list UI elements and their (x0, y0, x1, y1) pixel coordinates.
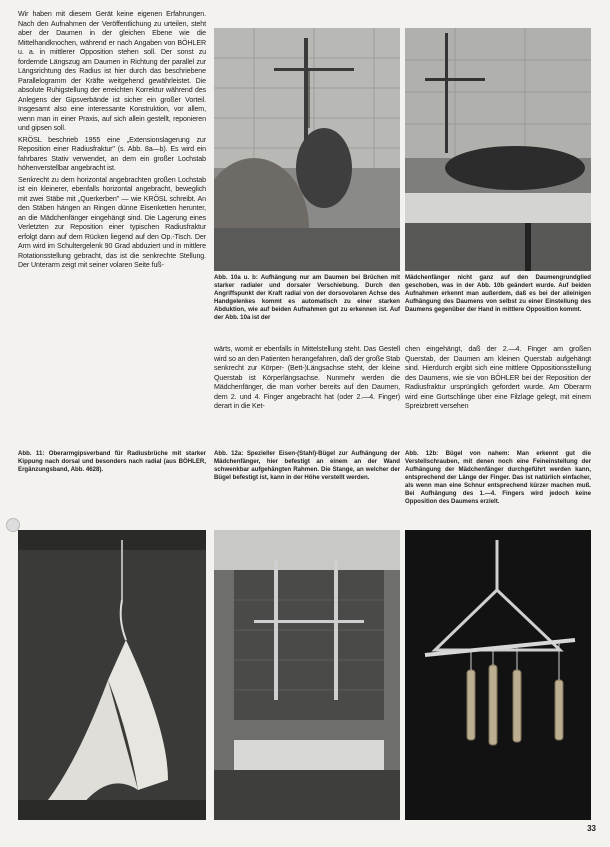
page-number: 33 (587, 824, 596, 833)
caption-fig-12a: Abb. 12a: Spezieller Eisen-(Stahl)-Bügel zur Aufhängung der Mädchenfänger, hier befestigt an einem an der Wand schwenkbar aufgehängten Rahmen. Die Stange, an welcher der Bügel befestigt ist, kann in der Höhe verstellt werden. (214, 450, 400, 481)
paragraph: Wir haben mit diesem Gerät keine eigenen Erfahrungen. Nach den Aufnahmen der Veröffentlichung zu urteilen, steht aber der Daumen in der gleichen Ebene wie die Mittelhandknochen, während er nach Angaben von BÖHLER u. a. in mittlerer Opposition stehen soll. Der sonst zu fordernde Längszug am Daumen in Richtung der parallel zur Längsrichtung des Radius ist hier durch das beschriebene Parallelogramm der Kräfte weitgehend gewährleistet. Die absolute Ruhigstellung der erreichten Korrektur während des Anlegens der Gipsverbände ist sicher ein großer Vorteil. Insgesamt also eine interessante Konstruktion, vor allem, wenn man in einer Praxis, auf sich allein gestellt, reponieren und gipsen soll. (18, 10, 206, 132)
photo-fig-10a (214, 28, 400, 271)
photo-fig-12b (405, 530, 591, 820)
photo-fig-11 (18, 530, 206, 820)
photo-fig-10b (405, 28, 591, 271)
caption-fig-11: Abb. 11: Oberarmgipsverband für Radiusbrüche mit starker Kippung nach dorsal und besonders nach radial (aus BÖHLER, Ergänzungsband, Abb. 4628). (18, 450, 206, 473)
paragraph: Senkrecht zu dem horizontal angebrachten großen Lochstab ist ein kleinerer, ebenfalls horizontal angebracht, beweglich mit zwei Stäbe mit „Querkerben" — wie KRÖSL schreibt. An den Stäben hängen an Ringen dünne Eisenketten herunter, an die Mädchenfänger eingehängt sind. Die Lagerung eines Verletzten zur Reposition einer typischen Radiusfraktur erfolgt dann auf dem Rücken liegend auf den Op.-Tisch. Der Arm wird im Schultergelenk 90 Grad abduziert und in mittlere Rotationsstellung gebracht, das ist die senkrechte Stellung. Der Unterarm zeigt mit seiner volaren Seite fuß- (18, 175, 206, 269)
caption-fig-10b: Mädchenfänger nicht ganz auf den Daumengrundglied geschoben, was in der Abb. 10b geändert wurde. Auf beiden Aufnahmen erkennt man außerdem, daß es bei der alleinigen Aufhängung des Daumens von selbst zu einer Einstellung des Daumens gegenüber der Hand in mittlere Opposition kommt. (405, 274, 591, 313)
photo-fig-12a (214, 530, 400, 820)
middle-text-column: wärts, womit er ebenfalls in Mittelstellung steht. Das Gestell wird so an den Patienten herangefahren, daß der große Stab senkrecht zur Körper- (Bett-)Längsachse steht, der kleine Querstab ist Körperlängsachse. Nunmehr werden die Mädchenfänger, die man vorher bereits auf den Daumen, dem 2. und 4. Finger angebracht hat (oder 2.—4. Finger) derart in die Ket- (214, 345, 400, 410)
left-text-column (18, 10, 206, 273)
right-text-column: chen eingehängt, daß der 2.—4. Finger am großen Querstab, der Daumen am kleinen Querstab aufgehängt sind. Hierdurch ergibt sich eine mittlere Oppositionsstellung des Daumens, wie sie von BÖHLER bei der Reposition der Radiusfraktur ursprünglich gefordert wurde. Am Oberarm wird eine Gurtschlinge über eine Filzlage gelegt, mit einem Spreizbrett versehen (405, 345, 591, 410)
caption-fig-12b: Abb. 12b: Bügel von nahem: Man erkennt gut die Verstellschrauben, mit denen noch eine Feineinstellung der Aufhängung der Mädchenfänger durchgeführt werden kann, entsprechend der Länge der Finger. Das ist natürlich einfacher, als wenn man eine Schnur entsprechend kürzer machen muß. Bei Aufhängung des 1.—4. Fingers wird jedoch keine Opposition des Daumens erzielt. (405, 450, 591, 505)
caption-fig-10a: Abb. 10a u. b: Aufhängung nur am Daumen bei Brüchen mit starker radialer und dorsaler Verschiebung. Durch den Angriffspunkt der Kraft radial von der dorsovolaren Achse des Handgelenkes kommt es automatisch zu einer starken Abduktion, wie auf beiden Aufnahmen gut zu erkennen ist. Auf der Abb. 10a ist der (214, 274, 400, 321)
paragraph: KRÖSL beschrieb 1955 eine „Extensionslagerung zur Reposition einer Radiusfraktur" (s. Abb. 8a—b). Es wird ein fahrbares Stativ verwendet, an dem ein großer Lochstab höhenverstellbar angebracht ist. (18, 135, 206, 172)
